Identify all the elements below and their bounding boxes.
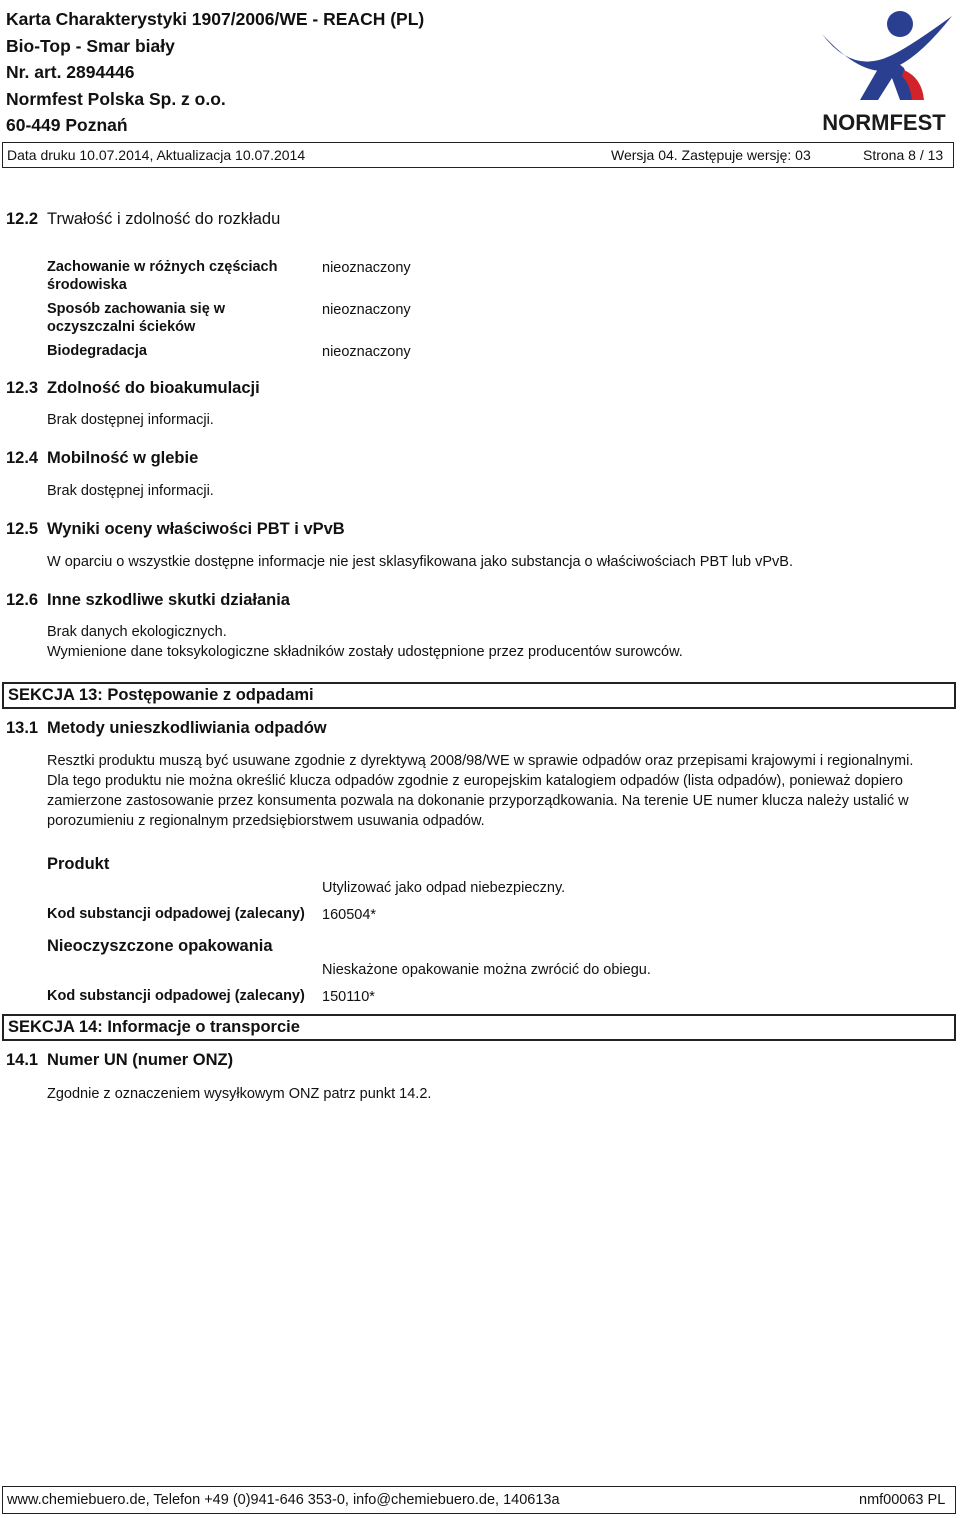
footer-doc-id: nmf00063 PL bbox=[859, 1492, 946, 1508]
section-12-5-text: W oparciu o wszystkie dostępne informacje nie jest sklasyfikowana jako substancja o właściwościach PBT lub vPvB. bbox=[47, 554, 794, 570]
section-14-header bbox=[2, 1014, 956, 1041]
row-value: nieoznaczony bbox=[322, 344, 411, 360]
section-12-3-title: Zdolność do bioakumulacji bbox=[47, 379, 260, 397]
normfest-logo bbox=[812, 4, 956, 136]
section-12-4-text: Brak dostępnej informacji. bbox=[47, 483, 214, 499]
packaging-note: Nieskażone opakowanie można zwrócić do obiegu. bbox=[322, 962, 651, 978]
packaging-code-label: Kod substancji odpadowej (zalecany) bbox=[47, 988, 305, 1004]
section-13-1-number: 13.1 bbox=[6, 719, 39, 737]
section-12-2-number: 12.2 bbox=[6, 210, 39, 228]
paragraph-line: Dla tego produktu nie można określić klucza odpadów zgodnie z europejskim katalogiem odpadów (lista odpadów), ponieważ dopiero bbox=[47, 773, 903, 789]
section-12-3-text: Brak dostępnej informacji. bbox=[47, 412, 214, 428]
section-12-5-title: Wyniki oceny właściwości PBT i vPvB bbox=[47, 520, 345, 538]
document-meta-bar bbox=[2, 142, 954, 168]
row-label-line2: środowiska bbox=[47, 277, 127, 293]
product-heading: Produkt bbox=[47, 855, 110, 873]
section-13-title: SEKCJA 13: Postępowanie z odpadami bbox=[8, 686, 314, 704]
section-12-6-text1: Brak danych ekologicznych. bbox=[47, 624, 227, 640]
packaging-code-value: 150110* bbox=[322, 989, 375, 1005]
paragraph-line: porozumieniu z regionalnym przedsiębiorstwem usuwania odpadów. bbox=[47, 813, 485, 829]
document-title: Karta Charakterystyki 1907/2006/WE - REACH (PL) bbox=[6, 9, 425, 29]
row-label-line2: oczyszczalni ścieków bbox=[47, 319, 196, 335]
packaging-heading: Nieoczyszczone opakowania bbox=[47, 937, 273, 955]
section-14-1-text: Zgodnie z oznaczeniem wysyłkowym ONZ patrz punkt 14.2. bbox=[47, 1086, 432, 1102]
article-number: Nr. art. 2894446 bbox=[6, 62, 135, 82]
section-12-6-number: 12.6 bbox=[6, 591, 39, 609]
company-city: 60-449 Poznań bbox=[6, 115, 128, 135]
section-12-4-number: 12.4 bbox=[6, 449, 39, 467]
section-12-6-title: Inne szkodliwe skutki działania bbox=[47, 591, 290, 609]
section-14-title: SEKCJA 14: Informacje o transporcie bbox=[8, 1018, 300, 1036]
section-12-3-number: 12.3 bbox=[6, 379, 39, 397]
row-value: nieoznaczony bbox=[322, 302, 411, 318]
product-note: Utylizować jako odpad niebezpieczny. bbox=[322, 880, 566, 896]
section-13-header bbox=[2, 682, 956, 709]
section-14-1-title: Numer UN (numer ONZ) bbox=[47, 1051, 234, 1069]
section-14-1-number: 14.1 bbox=[6, 1051, 39, 1069]
footer-bar bbox=[2, 1486, 956, 1514]
footer-contact: www.chemiebuero.de, Telefon +49 (0)941-646 353-0, info@chemiebuero.de, 140613a bbox=[7, 1492, 560, 1508]
logo-text: NORMFEST bbox=[822, 110, 946, 135]
product-code-value: 160504* bbox=[322, 907, 377, 923]
company-name: Normfest Polska Sp. z o.o. bbox=[6, 89, 226, 109]
section-12-5-number: 12.5 bbox=[6, 520, 39, 538]
version-info: Wersja 04. Zastępuje wersję: 03 bbox=[611, 147, 811, 163]
section-13-1-title: Metody unieszkodliwiania odpadów bbox=[47, 719, 327, 737]
row-label-line1: Sposób zachowania się w bbox=[47, 301, 226, 317]
row-label-line1: Biodegradacja bbox=[47, 343, 147, 359]
section-12-4-title: Mobilność w glebie bbox=[47, 449, 199, 467]
paragraph-line: Resztki produktu muszą być usuwane zgodnie z dyrektywą 2008/98/WE w sprawie odpadów oraz przepisami krajowymi i regionalnymi. bbox=[47, 753, 914, 769]
row-value: nieoznaczony bbox=[322, 260, 411, 276]
section-12-6-text2: Wymienione dane toksykologiczne składników zostały udostępnione przez producentów surowców. bbox=[47, 644, 683, 660]
print-date: Data druku 10.07.2014, Aktualizacja 10.07.2014 bbox=[7, 147, 306, 163]
product-name: Bio-Top - Smar biały bbox=[6, 36, 175, 56]
paragraph-line: zamierzone zastosowanie przez konsumenta pozwala na dokonanie przyporządkowania. Na terenie UE numer klucza należy ustalić w bbox=[47, 793, 909, 809]
section-12-2-title: Trwałość i zdolność do rozkładu bbox=[47, 210, 281, 228]
product-code-label: Kod substancji odpadowej (zalecany) bbox=[47, 906, 305, 922]
page-number: Strona 8 / 13 bbox=[863, 147, 944, 163]
row-label-line1: Zachowanie w różnych częściach bbox=[47, 259, 278, 275]
